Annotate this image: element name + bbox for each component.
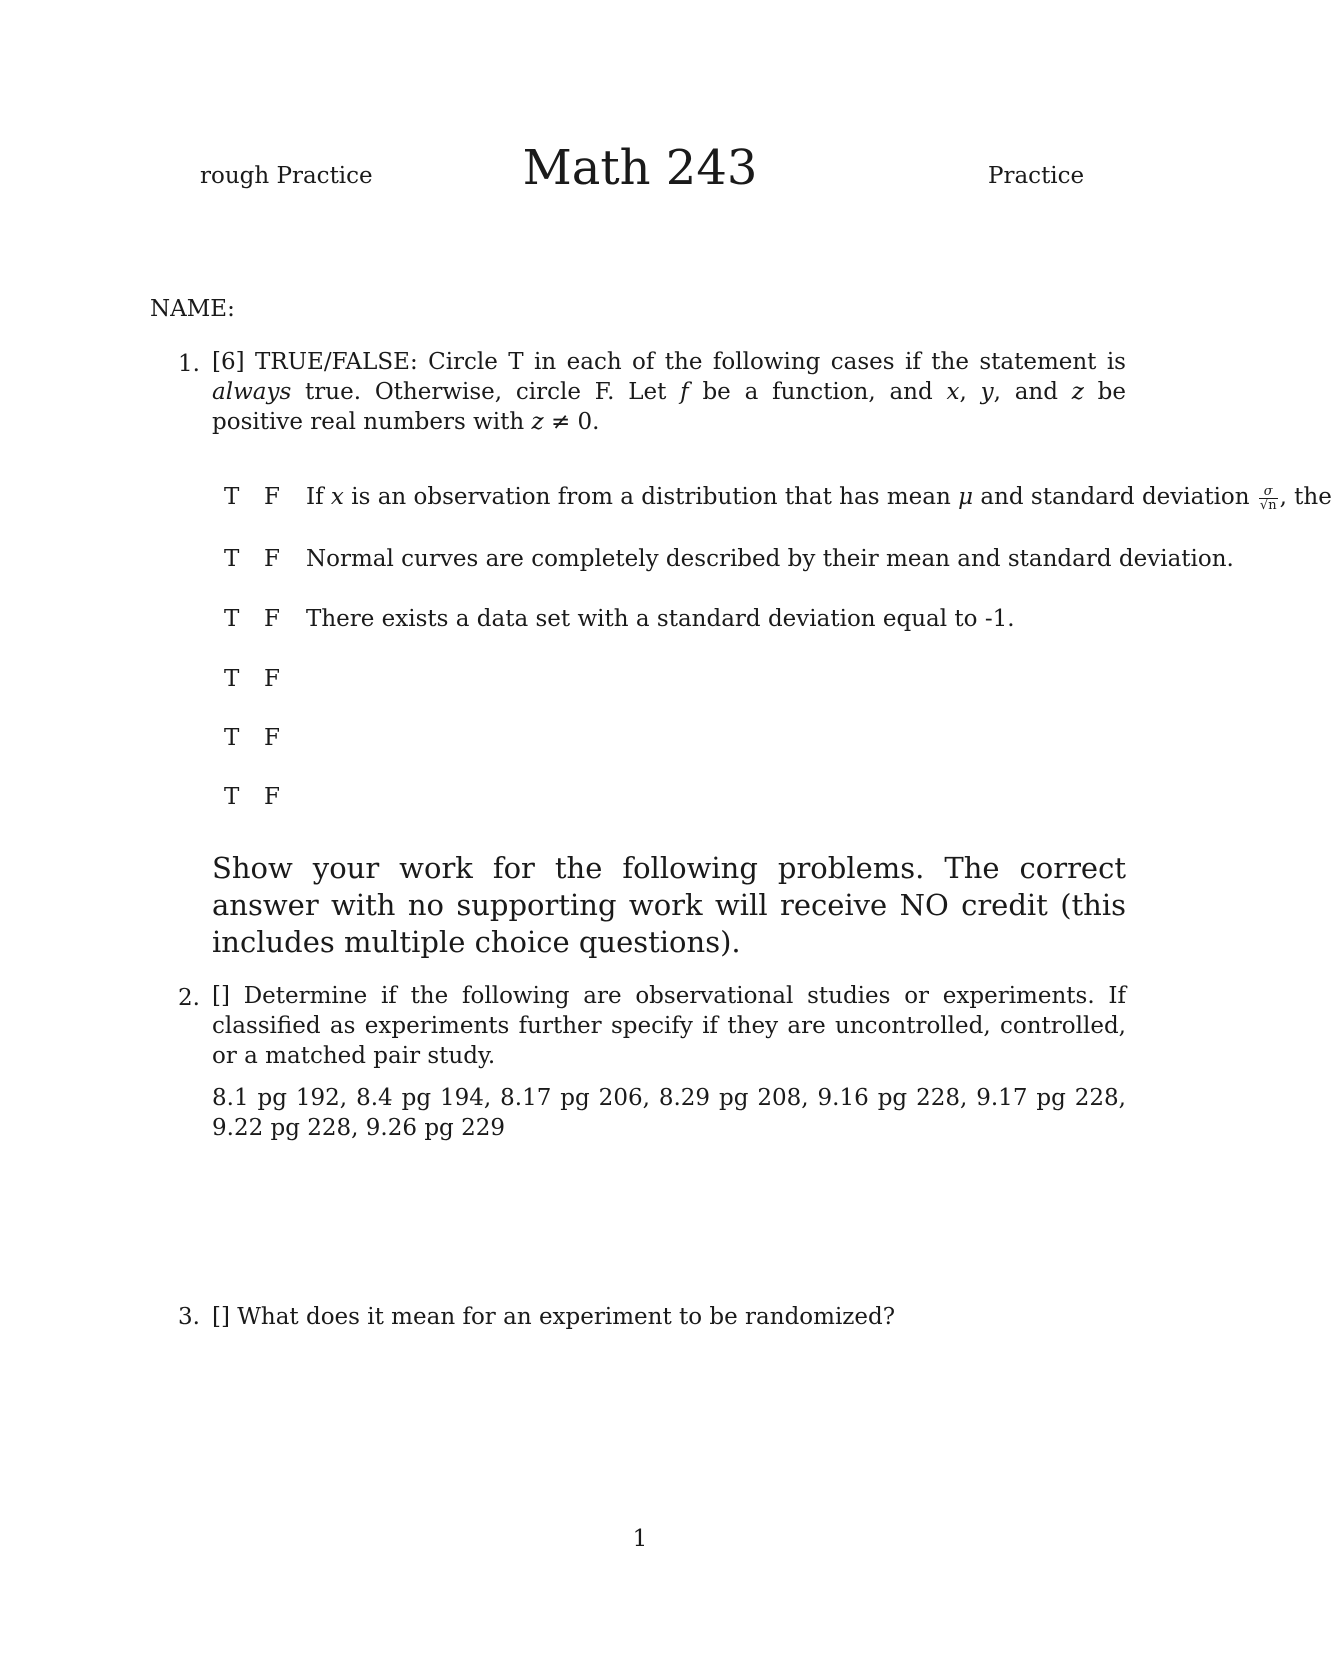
false-option[interactable]: F: [264, 666, 280, 692]
question-1-number: 1.: [178, 351, 200, 377]
question-1-text: [6] TRUE/FALSE: Circle T in each of the following cases if the statement is always true. Otherwise, circle F. Let f be a function, and x, y, and z be positive real numbers with z ≠ 0.: [212, 349, 1126, 435]
question-2-text: [] Determine if the following are observational studies or experiments. If classified as experiments further specify if they are uncontrolled, controlled, or a matched pair study.: [212, 983, 1126, 1069]
tf-statement: There exists a data set with a standard deviation equal to -1.: [306, 606, 1015, 632]
false-option[interactable]: F: [264, 784, 280, 810]
sigma-over-root-n: $\frac{\sigma}{√n}$: [1259, 483, 1277, 513]
false-option[interactable]: F: [264, 725, 280, 751]
false-option[interactable]: F: [264, 484, 280, 510]
tf-statement: Normal curves are completely described by their mean and standard deviation.: [306, 546, 1234, 572]
true-option[interactable]: T: [224, 784, 240, 810]
false-option[interactable]: F: [264, 606, 280, 632]
header-left-label: rough Practice: [200, 163, 373, 189]
page-number: 1: [632, 1526, 648, 1552]
header-right-label: Practice: [988, 163, 1085, 189]
question-3-text: [] What does it mean for an experiment to be randomized?: [212, 1304, 896, 1330]
name-label: NAME:: [150, 296, 235, 322]
true-option[interactable]: T: [224, 666, 240, 692]
false-option[interactable]: F: [264, 546, 280, 572]
true-option[interactable]: T: [224, 546, 240, 572]
question-2-references: 8.1 pg 192, 8.4 pg 194, 8.17 pg 206, 8.29 pg 208, 9.16 pg 228, 9.17 pg 228, 9.22 pg 228, 9.26 pg 229: [212, 1085, 1126, 1141]
true-option[interactable]: T: [224, 725, 240, 751]
tf-statement: If x is an observation from a distribution that has mean μ and standard deviation $\frac{\sigma}{√n}$ , the: [306, 483, 1332, 513]
question-3-number: 3.: [178, 1304, 200, 1330]
work-instructions: Show your work for the following problems. The correct answer with no supporting work will receive NO credit (this includes multiple choice questions).: [212, 851, 1126, 959]
page-title: Math 243: [522, 140, 758, 196]
question-2-number: 2.: [178, 985, 200, 1011]
true-option[interactable]: T: [224, 606, 240, 632]
true-option[interactable]: T: [224, 484, 240, 510]
